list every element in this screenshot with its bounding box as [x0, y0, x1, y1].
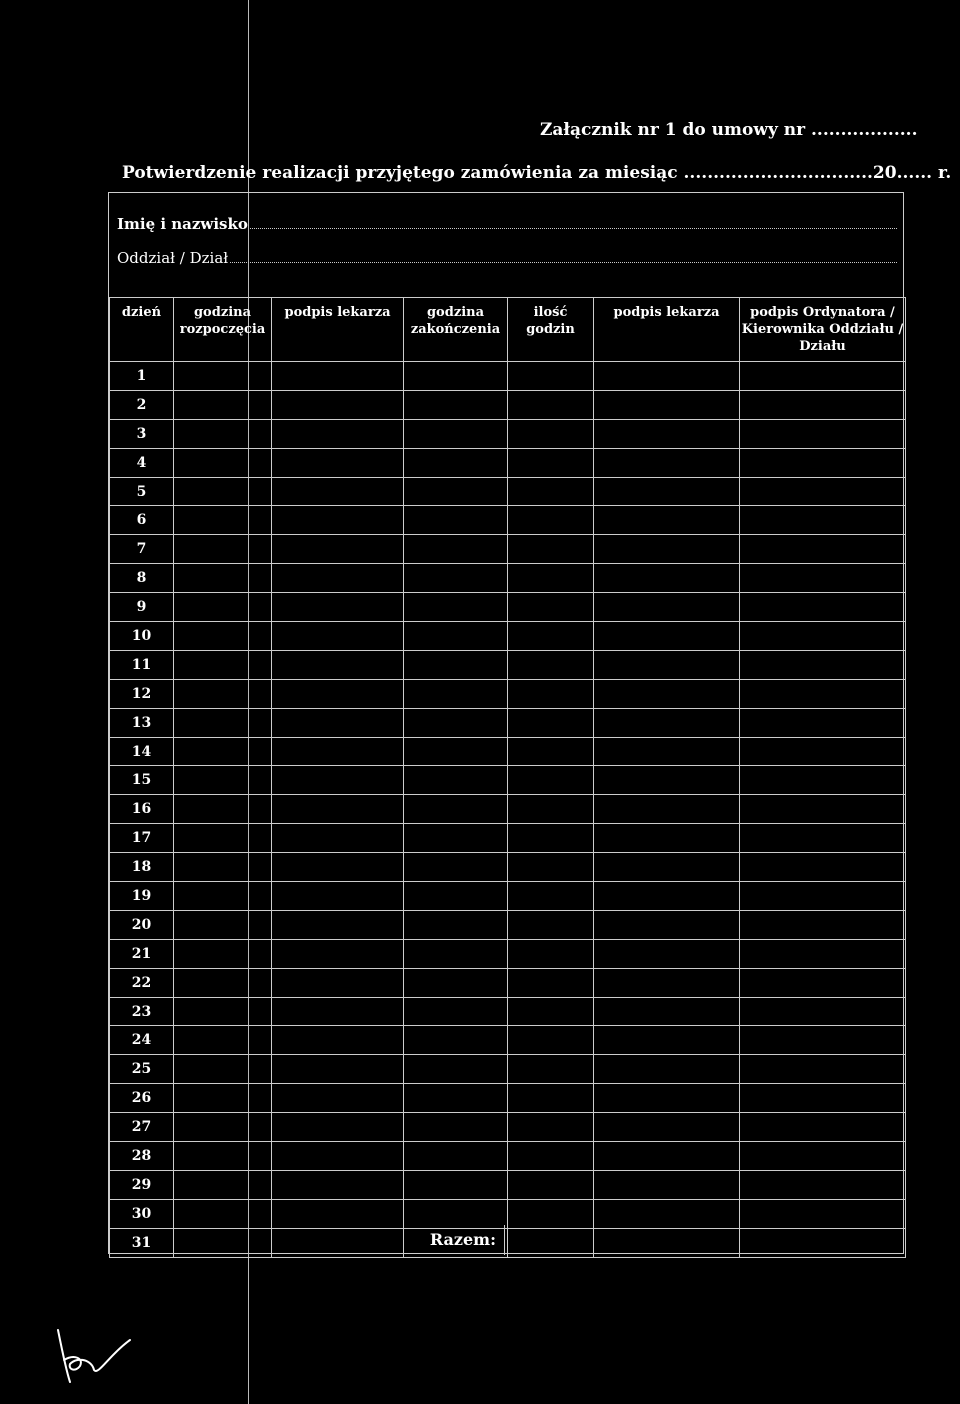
head-signature-cell[interactable]: [740, 766, 906, 795]
doctor-signature-cell[interactable]: [272, 795, 404, 824]
doctor-signature-cell[interactable]: [272, 997, 404, 1026]
hours-cell[interactable]: [508, 650, 594, 679]
end-time-cell[interactable]: [404, 824, 508, 853]
end-time-cell[interactable]: [404, 1084, 508, 1113]
doctor-signature-cell[interactable]: [272, 593, 404, 622]
end-time-cell[interactable]: [404, 593, 508, 622]
day-number: 9: [110, 593, 174, 622]
head-signature-cell[interactable]: [740, 650, 906, 679]
day-number: 7: [110, 535, 174, 564]
hours-cell[interactable]: [508, 795, 594, 824]
doctor-signature-cell[interactable]: [272, 622, 404, 651]
hours-cell[interactable]: [508, 1170, 594, 1199]
name-field[interactable]: [117, 215, 897, 233]
head-signature-cell[interactable]: [740, 882, 906, 911]
end-time-cell[interactable]: [404, 362, 508, 391]
head-signature-cell[interactable]: [740, 564, 906, 593]
day-number: 29: [110, 1170, 174, 1199]
end-time-cell[interactable]: [404, 1113, 508, 1142]
doctor-signature-cell-2[interactable]: [594, 708, 740, 737]
table-row: [110, 650, 906, 679]
hours-cell[interactable]: [508, 939, 594, 968]
head-signature-cell[interactable]: [740, 448, 906, 477]
table-row: [110, 477, 906, 506]
start-time-cell[interactable]: [174, 1199, 272, 1228]
hours-cell[interactable]: [508, 1026, 594, 1055]
doctor-signature-cell-2[interactable]: [594, 362, 740, 391]
day-number: 10: [110, 622, 174, 651]
start-time-cell[interactable]: [174, 419, 272, 448]
day-number: 25: [110, 1055, 174, 1084]
doctor-signature-cell-2[interactable]: [594, 622, 740, 651]
hours-cell[interactable]: [508, 1113, 594, 1142]
head-signature-cell[interactable]: [740, 593, 906, 622]
end-time-cell[interactable]: [404, 650, 508, 679]
day-number: 27: [110, 1113, 174, 1142]
hours-cell[interactable]: [508, 1142, 594, 1171]
hours-cell[interactable]: [508, 824, 594, 853]
table-row: [110, 390, 906, 419]
doctor-signature-cell-2[interactable]: [594, 795, 740, 824]
handwritten-signature: [40, 1310, 140, 1390]
start-time-cell[interactable]: [174, 1142, 272, 1171]
doctor-signature-cell-2[interactable]: [594, 853, 740, 882]
end-time-cell[interactable]: [404, 997, 508, 1026]
col-header-doctor-signature-2: podpis lekarza: [594, 298, 740, 362]
doctor-signature-cell-2[interactable]: [594, 390, 740, 419]
end-time-cell[interactable]: [404, 419, 508, 448]
doctor-signature-cell[interactable]: [272, 853, 404, 882]
start-time-cell[interactable]: [174, 1055, 272, 1084]
start-time-cell[interactable]: [174, 795, 272, 824]
doctor-signature-cell-2[interactable]: [594, 593, 740, 622]
department-label: Oddział / Dział: [117, 249, 229, 267]
doctor-signature-cell[interactable]: [272, 737, 404, 766]
doctor-signature-cell-2[interactable]: [594, 1084, 740, 1113]
hours-cell[interactable]: [508, 737, 594, 766]
day-number: 1: [110, 362, 174, 391]
doctor-signature-cell[interactable]: [272, 506, 404, 535]
name-dotted-line: [250, 227, 897, 229]
start-time-cell[interactable]: [174, 362, 272, 391]
hours-cell[interactable]: [508, 448, 594, 477]
col-header-start-time: godzina rozpoczęcia: [174, 298, 272, 362]
table-row: [110, 1055, 906, 1084]
doctor-signature-cell-2[interactable]: [594, 910, 740, 939]
end-time-cell[interactable]: [404, 968, 508, 997]
hours-cell[interactable]: [508, 853, 594, 882]
start-time-cell[interactable]: [174, 968, 272, 997]
timesheet-table: [109, 297, 906, 1258]
end-time-cell[interactable]: [404, 1170, 508, 1199]
doctor-signature-cell-2[interactable]: [594, 737, 740, 766]
table-row: [110, 708, 906, 737]
name-label: Imię i nazwisko: [117, 215, 248, 233]
doctor-signature-cell-2[interactable]: [594, 1055, 740, 1084]
table-row: [110, 1142, 906, 1171]
head-signature-cell[interactable]: [740, 853, 906, 882]
doctor-signature-cell[interactable]: [272, 1055, 404, 1084]
start-time-cell[interactable]: [174, 882, 272, 911]
col-header-head-signature: podpis Ordynatora / Kierownika Oddziału / Działu: [740, 298, 906, 362]
confirmation-heading: Potwierdzenie realizacji przyjętego zamówienia za miesiąc ................................20...... r.: [122, 163, 952, 183]
start-time-cell[interactable]: [174, 448, 272, 477]
end-time-cell[interactable]: [404, 853, 508, 882]
hours-cell[interactable]: [508, 535, 594, 564]
doctor-signature-cell[interactable]: [272, 968, 404, 997]
col-header-doctor-signature: podpis lekarza: [272, 298, 404, 362]
end-time-cell[interactable]: [404, 622, 508, 651]
end-time-cell[interactable]: [404, 708, 508, 737]
doctor-signature-cell-2[interactable]: [594, 997, 740, 1026]
doctor-signature-cell[interactable]: [272, 708, 404, 737]
table-row: [110, 795, 906, 824]
table-row: [110, 766, 906, 795]
department-dotted-line: [230, 261, 897, 263]
table-row: [110, 564, 906, 593]
doctor-signature-cell[interactable]: [272, 939, 404, 968]
end-time-cell[interactable]: [404, 910, 508, 939]
doctor-signature-cell[interactable]: [272, 766, 404, 795]
doctor-signature-cell[interactable]: [272, 1170, 404, 1199]
day-number: 24: [110, 1026, 174, 1055]
hours-cell[interactable]: [508, 1199, 594, 1228]
table-row: [110, 1199, 906, 1228]
end-time-cell[interactable]: [404, 882, 508, 911]
timesheet-form: [108, 192, 904, 1254]
hours-cell[interactable]: [508, 362, 594, 391]
start-time-cell[interactable]: [174, 593, 272, 622]
start-time-cell[interactable]: [174, 737, 272, 766]
start-time-cell[interactable]: [174, 622, 272, 651]
table-row: [110, 419, 906, 448]
head-signature-cell[interactable]: [740, 910, 906, 939]
end-time-cell[interactable]: [404, 795, 508, 824]
day-number: 5: [110, 477, 174, 506]
hours-cell[interactable]: [508, 882, 594, 911]
head-signature-cell[interactable]: [740, 997, 906, 1026]
hours-cell[interactable]: [508, 910, 594, 939]
end-time-cell[interactable]: [404, 390, 508, 419]
hours-cell[interactable]: [508, 679, 594, 708]
start-time-cell[interactable]: [174, 910, 272, 939]
doctor-signature-cell[interactable]: [272, 1142, 404, 1171]
start-time-cell[interactable]: [174, 853, 272, 882]
day-number: 11: [110, 650, 174, 679]
doctor-signature-cell-2[interactable]: [594, 1142, 740, 1171]
day-number: 23: [110, 997, 174, 1026]
table-row: [110, 882, 906, 911]
head-signature-cell[interactable]: [740, 506, 906, 535]
start-time-cell[interactable]: [174, 564, 272, 593]
head-signature-cell[interactable]: [740, 824, 906, 853]
head-signature-cell[interactable]: [740, 622, 906, 651]
start-time-cell[interactable]: [174, 1084, 272, 1113]
day-number: 31: [110, 1228, 174, 1257]
end-time-cell[interactable]: [404, 448, 508, 477]
day-number: 18: [110, 853, 174, 882]
doctor-signature-cell[interactable]: [272, 477, 404, 506]
doctor-signature-cell-2[interactable]: [594, 535, 740, 564]
day-number: 4: [110, 448, 174, 477]
table-row: [110, 679, 906, 708]
day-number: 20: [110, 910, 174, 939]
doctor-signature-cell-2[interactable]: [594, 968, 740, 997]
doctor-signature-cell-2[interactable]: [594, 650, 740, 679]
start-time-cell[interactable]: [174, 708, 272, 737]
doctor-signature-cell-2[interactable]: [594, 1170, 740, 1199]
head-signature-cell[interactable]: [740, 362, 906, 391]
day-number: 2: [110, 390, 174, 419]
head-signature-cell[interactable]: [740, 477, 906, 506]
head-signature-cell[interactable]: [740, 939, 906, 968]
end-time-cell[interactable]: [404, 506, 508, 535]
head-signature-cell[interactable]: [740, 390, 906, 419]
table-row: [110, 939, 906, 968]
day-number: 15: [110, 766, 174, 795]
end-time-cell[interactable]: [404, 737, 508, 766]
doctor-signature-cell-2[interactable]: [594, 824, 740, 853]
end-time-cell[interactable]: [404, 679, 508, 708]
table-row: [110, 737, 906, 766]
hours-cell[interactable]: [508, 390, 594, 419]
start-time-cell[interactable]: [174, 824, 272, 853]
doctor-signature-cell[interactable]: [272, 882, 404, 911]
day-number: 12: [110, 679, 174, 708]
doctor-signature-cell-2[interactable]: [594, 1113, 740, 1142]
doctor-signature-cell[interactable]: [272, 1199, 404, 1228]
head-signature-cell[interactable]: [740, 419, 906, 448]
table-row: [110, 448, 906, 477]
doctor-signature-cell-2[interactable]: [594, 1026, 740, 1055]
doctor-signature-cell-2[interactable]: [594, 679, 740, 708]
hours-cell[interactable]: [508, 968, 594, 997]
start-time-cell[interactable]: [174, 506, 272, 535]
table-row: [110, 535, 906, 564]
table-row: [110, 968, 906, 997]
head-signature-cell[interactable]: [740, 795, 906, 824]
table-row: [110, 853, 906, 882]
doctor-signature-cell[interactable]: [272, 679, 404, 708]
head-signature-cell[interactable]: [740, 1026, 906, 1055]
doctor-signature-cell-2[interactable]: [594, 477, 740, 506]
hours-cell[interactable]: [508, 766, 594, 795]
head-signature-cell[interactable]: [740, 1199, 906, 1228]
table-row: [110, 506, 906, 535]
doctor-signature-cell[interactable]: [272, 535, 404, 564]
doctor-signature-cell[interactable]: [272, 448, 404, 477]
table-row: [110, 824, 906, 853]
day-number: 6: [110, 506, 174, 535]
day-number: 3: [110, 419, 174, 448]
head-signature-cell[interactable]: [740, 1084, 906, 1113]
hours-cell[interactable]: [508, 1055, 594, 1084]
col-header-end-time: godzina zakończenia: [404, 298, 508, 362]
doctor-signature-cell[interactable]: [272, 1026, 404, 1055]
table-row: [110, 593, 906, 622]
hours-cell[interactable]: [508, 506, 594, 535]
start-time-cell[interactable]: [174, 1113, 272, 1142]
day-number: 30: [110, 1199, 174, 1228]
department-field[interactable]: [117, 249, 897, 267]
total-box: [109, 1225, 505, 1255]
doctor-signature-cell[interactable]: [272, 1084, 404, 1113]
end-time-cell[interactable]: [404, 564, 508, 593]
total-row: [109, 1225, 905, 1255]
head-signature-cell[interactable]: [740, 1170, 906, 1199]
end-time-cell[interactable]: [404, 535, 508, 564]
hours-cell[interactable]: [508, 477, 594, 506]
doctor-signature-cell[interactable]: [272, 1113, 404, 1142]
hours-cell[interactable]: [508, 419, 594, 448]
start-time-cell[interactable]: [174, 997, 272, 1026]
doctor-signature-cell[interactable]: [272, 362, 404, 391]
table-row: [110, 1113, 906, 1142]
doctor-signature-cell[interactable]: [272, 824, 404, 853]
doctor-signature-cell-2[interactable]: [594, 766, 740, 795]
start-time-cell[interactable]: [174, 535, 272, 564]
table-row: [110, 997, 906, 1026]
doctor-signature-cell-2[interactable]: [594, 419, 740, 448]
start-time-cell[interactable]: [174, 1026, 272, 1055]
doctor-signature-cell[interactable]: [272, 650, 404, 679]
doctor-signature-cell[interactable]: [272, 564, 404, 593]
end-time-cell[interactable]: [404, 477, 508, 506]
day-number: 16: [110, 795, 174, 824]
start-time-cell[interactable]: [174, 1170, 272, 1199]
end-time-cell[interactable]: [404, 1199, 508, 1228]
day-number: 22: [110, 968, 174, 997]
head-signature-cell[interactable]: [740, 1055, 906, 1084]
end-time-cell[interactable]: [404, 1026, 508, 1055]
table-row: [110, 1170, 906, 1199]
hours-cell[interactable]: [508, 564, 594, 593]
day-number: 8: [110, 564, 174, 593]
day-number: 28: [110, 1142, 174, 1171]
day-number: 21: [110, 939, 174, 968]
end-time-cell[interactable]: [404, 766, 508, 795]
head-signature-cell[interactable]: [740, 968, 906, 997]
day-number: 19: [110, 882, 174, 911]
start-time-cell[interactable]: [174, 477, 272, 506]
start-time-cell[interactable]: [174, 390, 272, 419]
head-signature-cell[interactable]: [740, 535, 906, 564]
total-label: Razem:: [429, 1230, 496, 1249]
end-time-cell[interactable]: [404, 1055, 508, 1084]
end-time-cell[interactable]: [404, 939, 508, 968]
col-header-hours: ilość godzin: [508, 298, 594, 362]
day-number: 14: [110, 737, 174, 766]
head-signature-cell[interactable]: [740, 1142, 906, 1171]
hours-cell[interactable]: [508, 622, 594, 651]
table-row: [110, 1026, 906, 1055]
head-signature-cell[interactable]: [740, 1113, 906, 1142]
day-number: 13: [110, 708, 174, 737]
head-signature-cell[interactable]: [740, 679, 906, 708]
day-number: 17: [110, 824, 174, 853]
start-time-cell[interactable]: [174, 939, 272, 968]
doctor-signature-cell-2[interactable]: [594, 939, 740, 968]
doctor-signature-cell-2[interactable]: [594, 506, 740, 535]
hours-cell[interactable]: [508, 1084, 594, 1113]
doctor-signature-cell[interactable]: [272, 419, 404, 448]
table-row: [110, 622, 906, 651]
table-row: [110, 910, 906, 939]
day-number: 26: [110, 1084, 174, 1113]
hours-cell[interactable]: [508, 708, 594, 737]
attachment-heading: Załącznik nr 1 do umowy nr ..................: [540, 120, 918, 140]
start-time-cell[interactable]: [174, 679, 272, 708]
end-time-cell[interactable]: [404, 1142, 508, 1171]
doctor-signature-cell-2[interactable]: [594, 1199, 740, 1228]
table-header-row: [110, 298, 906, 362]
doctor-signature-cell-2[interactable]: [594, 448, 740, 477]
doctor-signature-cell[interactable]: [272, 390, 404, 419]
start-time-cell[interactable]: [174, 650, 272, 679]
hours-cell[interactable]: [508, 593, 594, 622]
start-time-cell[interactable]: [174, 766, 272, 795]
doctor-signature-cell-2[interactable]: [594, 882, 740, 911]
head-signature-cell[interactable]: [740, 708, 906, 737]
col-header-day: dzień: [110, 298, 174, 362]
doctor-signature-cell[interactable]: [272, 910, 404, 939]
table-row: [110, 1084, 906, 1113]
table-row: [110, 362, 906, 391]
hours-cell[interactable]: [508, 997, 594, 1026]
head-signature-cell[interactable]: [740, 737, 906, 766]
doctor-signature-cell-2[interactable]: [594, 564, 740, 593]
